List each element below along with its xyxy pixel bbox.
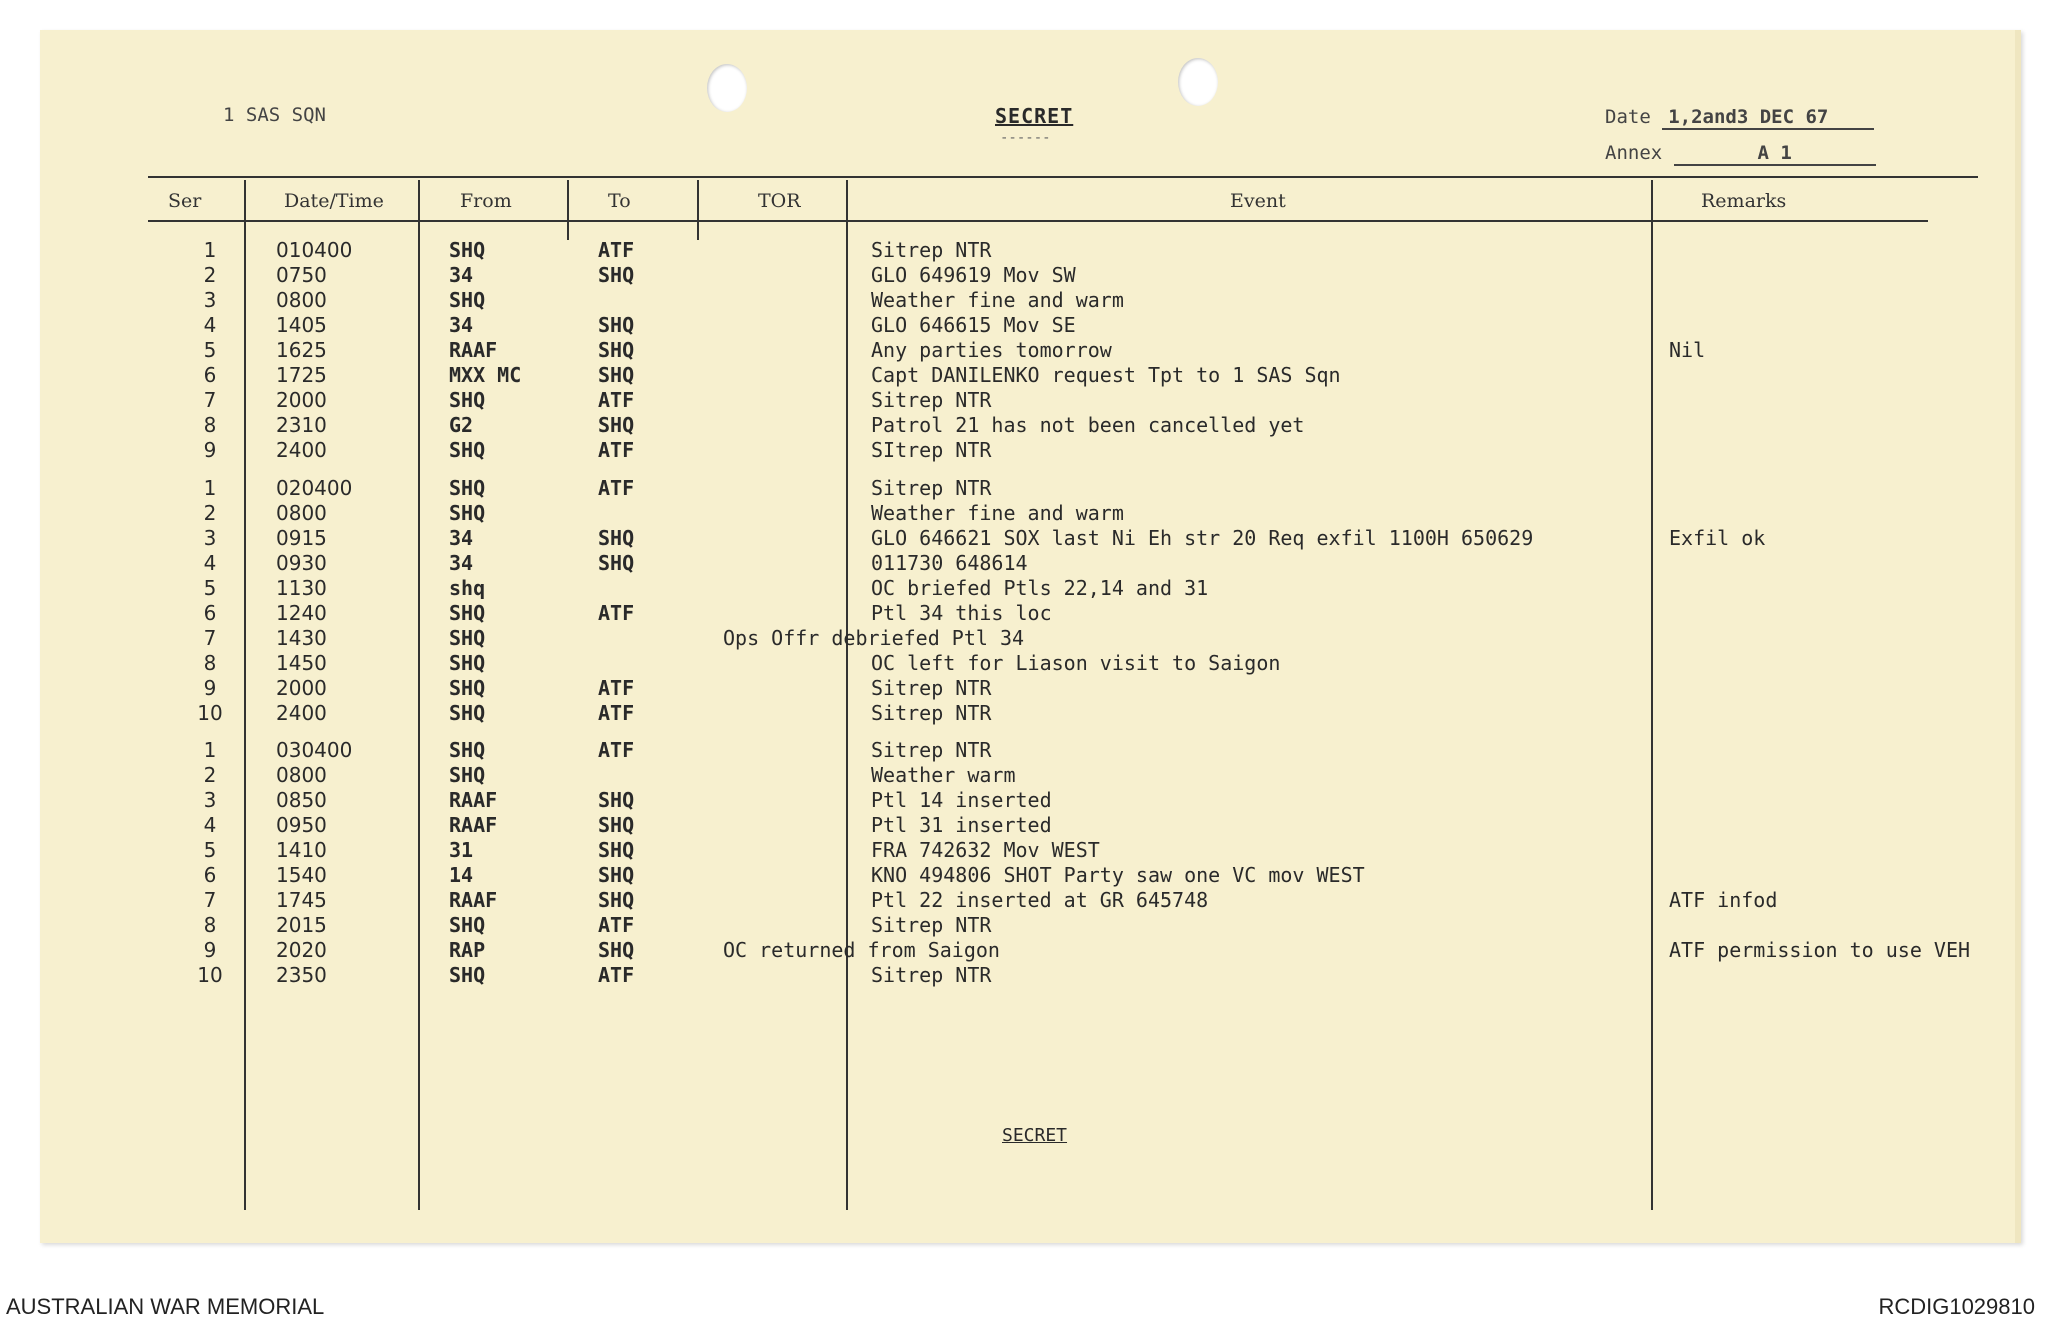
- row-ser: 4: [203, 551, 217, 575]
- row-to: SHQ: [598, 363, 635, 387]
- table-row: [40, 763, 2015, 788]
- row-event: Weather fine and warm: [871, 288, 1124, 312]
- row-event: Sitrep NTR: [871, 738, 992, 762]
- row-to: ATF: [598, 738, 635, 762]
- row-datetime: 030400: [276, 738, 353, 762]
- row-datetime: 020400: [276, 476, 353, 500]
- row-from: SHQ: [449, 701, 486, 725]
- row-datetime: 1405: [276, 313, 327, 337]
- row-from: RAAF: [449, 338, 498, 362]
- row-event: KNO 494806 SHOT Party saw one VC mov WEST: [871, 863, 1365, 887]
- row-to: SHQ: [598, 938, 635, 962]
- row-event: Sitrep NTR: [871, 913, 992, 937]
- punch-hole-right: [1178, 58, 1218, 106]
- row-from: 34: [449, 313, 474, 337]
- row-event: GLO 649619 Mov SW: [871, 263, 1076, 287]
- row-from: RAP: [449, 938, 486, 962]
- row-from: SHQ: [449, 738, 486, 762]
- row-to: SHQ: [598, 551, 635, 575]
- col-header-remarks: Remarks: [1701, 190, 1787, 212]
- col-header-ser: Ser: [168, 190, 202, 212]
- row-event: Weather fine and warm: [871, 501, 1124, 525]
- row-datetime: 0950: [276, 813, 327, 837]
- row-event: FRA 742632 Mov WEST: [871, 838, 1100, 862]
- table-row: [40, 701, 2015, 726]
- table-row: [40, 476, 2015, 501]
- row-ser: 2: [203, 263, 217, 287]
- row-from: SHQ: [449, 913, 486, 937]
- classification-underline: ------: [1000, 130, 1051, 146]
- row-to: ATF: [598, 388, 635, 412]
- table-row: [40, 863, 2015, 888]
- table-row: [40, 788, 2015, 813]
- row-from: SHQ: [449, 501, 486, 525]
- row-ser: 10: [197, 963, 223, 987]
- row-ser: 3: [203, 288, 217, 312]
- row-event: GLO 646615 Mov SE: [871, 313, 1076, 337]
- table-row: [40, 601, 2015, 626]
- row-datetime: 1725: [276, 363, 327, 387]
- row-from: SHQ: [449, 238, 486, 262]
- row-ser: 7: [203, 388, 217, 412]
- row-from: SHQ: [449, 288, 486, 312]
- row-datetime: 0750: [276, 263, 327, 287]
- row-ser: 1: [203, 738, 217, 762]
- table-row: [40, 651, 2015, 676]
- row-from: 34: [449, 526, 474, 550]
- col-divider-3: [567, 180, 569, 240]
- row-event: Capt DANILENKO request Tpt to 1 SAS Sqn: [871, 363, 1341, 387]
- row-from: 14: [449, 863, 474, 887]
- row-event: Sitrep NTR: [871, 701, 992, 725]
- row-event: Ptl 31 inserted: [871, 813, 1052, 837]
- row-from: MXX MC: [449, 363, 522, 387]
- row-event: Patrol 21 has not been cancelled yet: [871, 413, 1305, 437]
- table-row: [40, 676, 2015, 701]
- row-ser: 4: [203, 313, 217, 337]
- table-row: [40, 913, 2015, 938]
- row-datetime: 1430: [276, 626, 327, 650]
- table-row: [40, 551, 2015, 576]
- row-datetime: 0850: [276, 788, 327, 812]
- row-to: SHQ: [598, 788, 635, 812]
- col-header-tor: TOR: [758, 190, 801, 212]
- row-from: SHQ: [449, 763, 486, 787]
- table-row: [40, 888, 2015, 913]
- row-to: ATF: [598, 601, 635, 625]
- row-from: SHQ: [449, 388, 486, 412]
- row-from: 34: [449, 551, 474, 575]
- row-to: ATF: [598, 963, 635, 987]
- row-from: SHQ: [449, 963, 486, 987]
- row-from: RAAF: [449, 888, 498, 912]
- row-to: SHQ: [598, 838, 635, 862]
- row-datetime: 0800: [276, 288, 327, 312]
- row-event: Sitrep NTR: [871, 963, 992, 987]
- row-ser: 1: [203, 238, 217, 262]
- table-row: [40, 363, 2015, 388]
- row-to: SHQ: [598, 863, 635, 887]
- col-header-event: Event: [1230, 190, 1286, 212]
- row-datetime: 2400: [276, 438, 327, 462]
- table-row: [40, 838, 2015, 863]
- row-to: SHQ: [598, 338, 635, 362]
- row-event: OC briefed Ptls 22,14 and 31: [871, 576, 1209, 600]
- row-datetime: 0915: [276, 526, 327, 550]
- row-from: SHQ: [449, 601, 486, 625]
- row-ser: 9: [203, 938, 217, 962]
- row-to: ATF: [598, 676, 635, 700]
- row-datetime: 2350: [276, 963, 327, 987]
- row-from: RAAF: [449, 813, 498, 837]
- row-datetime: 0800: [276, 763, 327, 787]
- row-event: Sitrep NTR: [871, 476, 992, 500]
- row-ser: 6: [203, 601, 217, 625]
- table-row: [40, 413, 2015, 438]
- table-row: [40, 388, 2015, 413]
- table-row: [40, 626, 2015, 651]
- row-event: SItrep NTR: [871, 438, 992, 462]
- row-datetime: 1450: [276, 651, 327, 675]
- table-row: [40, 576, 2015, 601]
- row-ser: 4: [203, 813, 217, 837]
- row-datetime: 1410: [276, 838, 327, 862]
- date-label: Date: [1605, 106, 1651, 128]
- row-ser: 5: [203, 338, 217, 362]
- row-remarks: Nil: [1669, 338, 1706, 362]
- col-header-from: From: [460, 190, 512, 212]
- row-from: SHQ: [449, 626, 486, 650]
- archive-reference: RCDIG1029810: [1878, 1294, 2035, 1319]
- row-to: SHQ: [598, 813, 635, 837]
- row-event: GLO 646621 SOX last Ni Eh str 20 Req exfil 1100H 650629: [871, 526, 1534, 550]
- row-from: SHQ: [449, 438, 486, 462]
- row-datetime: 1745: [276, 888, 327, 912]
- table-row: [40, 263, 2015, 288]
- row-from: 34: [449, 263, 474, 287]
- row-ser: 8: [203, 651, 217, 675]
- row-ser: 8: [203, 413, 217, 437]
- row-ser: 6: [203, 863, 217, 887]
- row-to: ATF: [598, 438, 635, 462]
- row-to: SHQ: [598, 263, 635, 287]
- col-header-datetime: Date/Time: [284, 190, 384, 212]
- table-row: [40, 738, 2015, 763]
- row-to: ATF: [598, 913, 635, 937]
- row-from: SHQ: [449, 651, 486, 675]
- table-top-rule: [148, 176, 1978, 178]
- row-datetime: 1625: [276, 338, 327, 362]
- col-header-to: To: [608, 190, 631, 212]
- row-ser: 2: [203, 763, 217, 787]
- row-event: OC left for Liason visit to Saigon: [871, 651, 1281, 675]
- row-from: G2: [449, 413, 474, 437]
- date-field: [1605, 106, 1874, 130]
- row-datetime: 0930: [276, 551, 327, 575]
- table-row: [40, 526, 2015, 551]
- row-to: ATF: [598, 238, 635, 262]
- table-row: [40, 813, 2015, 838]
- row-event: Weather warm: [871, 763, 1016, 787]
- row-datetime: 2310: [276, 413, 327, 437]
- row-to: ATF: [598, 476, 635, 500]
- row-ser: 7: [203, 888, 217, 912]
- row-datetime: 0800: [276, 501, 327, 525]
- table-row: [40, 238, 2015, 263]
- row-ser: 8: [203, 913, 217, 937]
- row-event: Any parties tomorrow: [871, 338, 1112, 362]
- row-event: Ptl 34 this loc: [871, 601, 1052, 625]
- date-value: 1,2and3 DEC 67: [1662, 106, 1874, 130]
- row-remarks: ATF infod: [1669, 888, 1778, 912]
- row-to: SHQ: [598, 888, 635, 912]
- row-to: ATF: [598, 701, 635, 725]
- row-ser: 5: [203, 576, 217, 600]
- row-datetime: 2020: [276, 938, 327, 962]
- table-row: [40, 313, 2015, 338]
- row-ser: 10: [197, 701, 223, 725]
- unit-name: 1 SAS SQN: [223, 104, 326, 126]
- row-from: shq: [449, 576, 486, 600]
- row-tor: OC returned from Saigon: [723, 938, 1000, 962]
- row-tor: Ops Offr debriefed Ptl 34: [723, 626, 1025, 650]
- row-event: Sitrep NTR: [871, 238, 992, 262]
- row-datetime: 010400: [276, 238, 353, 262]
- punch-hole-left: [707, 64, 747, 112]
- row-to: SHQ: [598, 313, 635, 337]
- row-event: 011730 648614: [871, 551, 1028, 575]
- row-datetime: 1240: [276, 601, 327, 625]
- row-datetime: 1130: [276, 576, 327, 600]
- table-row: [40, 501, 2015, 526]
- row-datetime: 2400: [276, 701, 327, 725]
- row-ser: 9: [203, 438, 217, 462]
- row-ser: 2: [203, 501, 217, 525]
- row-event: Sitrep NTR: [871, 676, 992, 700]
- row-ser: 1: [203, 476, 217, 500]
- row-from: SHQ: [449, 676, 486, 700]
- classification-top: SECRET: [995, 104, 1074, 128]
- row-ser: 7: [203, 626, 217, 650]
- annex-label: Annex: [1605, 142, 1663, 164]
- table-header-rule: [148, 220, 1928, 222]
- document-page: [40, 30, 2021, 1243]
- table-row: [40, 938, 2015, 963]
- row-to: SHQ: [598, 413, 635, 437]
- row-datetime: 1540: [276, 863, 327, 887]
- row-datetime: 2000: [276, 676, 327, 700]
- row-from: RAAF: [449, 788, 498, 812]
- row-datetime: 2015: [276, 913, 327, 937]
- table-row: [40, 338, 2015, 363]
- col-divider-4: [697, 180, 699, 240]
- table-row: [40, 438, 2015, 463]
- row-datetime: 2000: [276, 388, 327, 412]
- row-event: Sitrep NTR: [871, 388, 992, 412]
- table-row: [40, 288, 2015, 313]
- row-from: SHQ: [449, 476, 486, 500]
- archive-institution: AUSTRALIAN WAR MEMORIAL: [6, 1294, 325, 1319]
- annex-field: [1605, 142, 1876, 166]
- row-ser: 3: [203, 788, 217, 812]
- row-remarks: Exfil ok: [1669, 526, 1766, 550]
- row-ser: 5: [203, 838, 217, 862]
- row-to: SHQ: [598, 526, 635, 550]
- row-from: 31: [449, 838, 474, 862]
- row-ser: 9: [203, 676, 217, 700]
- annex-value: A 1: [1674, 142, 1876, 166]
- row-ser: 6: [203, 363, 217, 387]
- row-remarks: ATF permission to use VEH: [1669, 938, 1971, 962]
- classification-bottom: SECRET: [1002, 1125, 1068, 1146]
- row-event: Ptl 22 inserted at GR 645748: [871, 888, 1209, 912]
- row-ser: 3: [203, 526, 217, 550]
- table-row: [40, 963, 2015, 988]
- row-event: Ptl 14 inserted: [871, 788, 1052, 812]
